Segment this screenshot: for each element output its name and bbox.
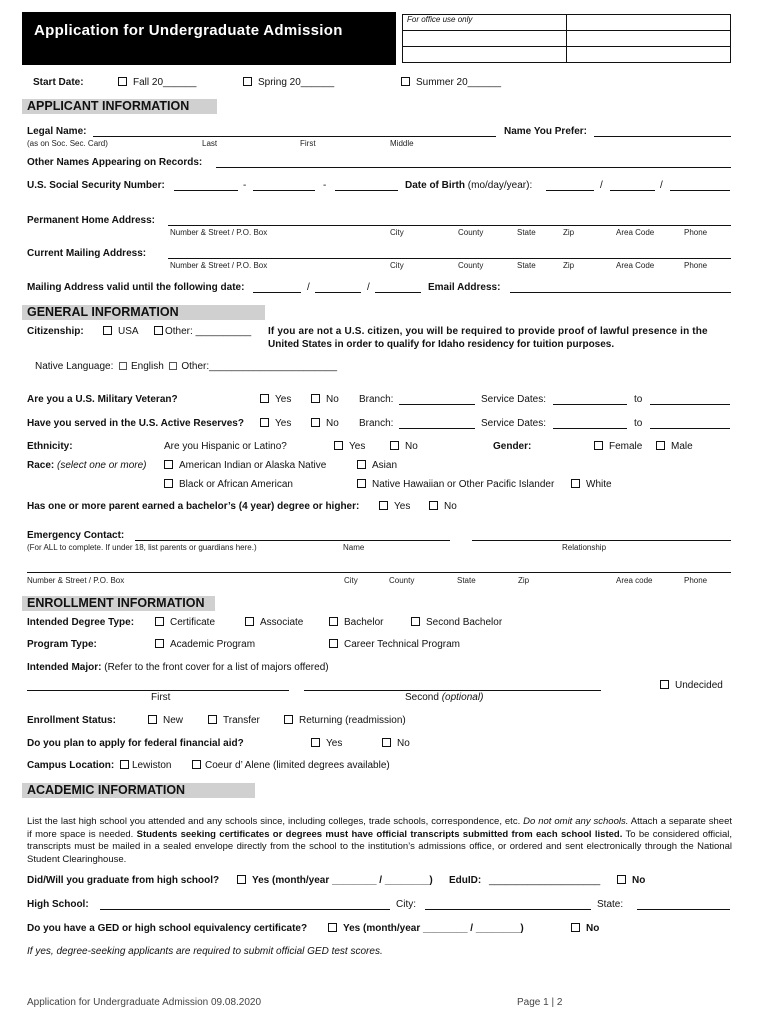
major-undecided[interactable]: Undecided — [660, 680, 723, 691]
dob-slash: / — [600, 180, 603, 191]
ssn-field-2[interactable] — [253, 190, 315, 191]
page-number: Page 1 | 2 — [517, 997, 563, 1008]
graduate-question: Did/Will you graduate from high school? — [27, 875, 220, 886]
parent-degree-no[interactable]: No — [429, 501, 457, 512]
checkbox[interactable] — [208, 715, 217, 724]
addr-county-caption: County — [389, 576, 415, 585]
race-white[interactable]: White — [571, 479, 612, 490]
checkbox[interactable] — [192, 760, 201, 769]
citizenship-notice-2: United States in order to qualify for Idaho residency for tuition purposes. — [268, 339, 615, 350]
city-label: City: — [396, 899, 416, 910]
middle-caption: Middle — [390, 139, 414, 148]
degree-certificate[interactable]: Certificate — [155, 617, 215, 628]
citizenship-label: Citizenship: — [27, 326, 84, 337]
campus-cda[interactable]: Coeur d’ Alene (limited degrees available) — [192, 760, 390, 771]
emergency-contact-label: Emergency Contact: — [27, 530, 125, 541]
page-title: Application for Undergraduate Admission — [34, 22, 343, 39]
hispanic-no[interactable]: No — [390, 441, 418, 452]
graduate-no[interactable]: No — [617, 875, 645, 886]
hispanic-question: Are you Hispanic or Latino? — [164, 441, 287, 452]
high-school-field[interactable] — [100, 909, 390, 910]
campus-lewiston[interactable]: Lewiston — [120, 760, 171, 771]
office-use-cell[interactable] — [567, 31, 731, 47]
perm-address-field[interactable] — [168, 225, 731, 226]
checkbox[interactable] — [260, 418, 269, 427]
major-label: Intended Major: (Refer to the front cover for a list of majors offered) — [27, 662, 329, 673]
checkbox[interactable] — [329, 617, 338, 626]
first-caption: First — [300, 139, 316, 148]
service-dates-label: Service Dates: — [481, 418, 547, 429]
degree-associate[interactable]: Associate — [245, 617, 303, 628]
race-black[interactable]: Black or African American — [164, 479, 293, 490]
mail-valid-month[interactable] — [253, 292, 301, 293]
section-header-enrollment: ENROLLMENT INFORMATION — [22, 596, 215, 611]
checkbox[interactable] — [103, 326, 112, 335]
addr-county-caption: County — [458, 261, 484, 270]
program-career-tech[interactable]: Career Technical Program — [329, 639, 460, 650]
checkbox[interactable] — [260, 394, 269, 403]
checkbox[interactable] — [660, 680, 669, 689]
dob-month-field[interactable] — [546, 190, 594, 191]
branch-label: Branch: — [359, 418, 394, 429]
citizenship-notice-1: If you are not a U.S. citizen, you will be required to provide proof of lawful presence in the — [268, 326, 708, 337]
relationship-caption: Relationship — [562, 543, 607, 552]
emergency-note: (For ALL to complete. If under 18, list parents or guardians here.) — [27, 543, 257, 552]
veteran-dates-to[interactable] — [650, 404, 730, 405]
degree-second-bachelor[interactable]: Second Bachelor — [411, 617, 502, 628]
name-caption: Name — [343, 543, 365, 552]
parent-degree-yes[interactable]: Yes — [379, 501, 410, 512]
veteran-no[interactable]: No — [311, 394, 339, 405]
reserves-branch-field[interactable] — [399, 428, 475, 429]
campus-label: Campus Location: — [27, 760, 115, 771]
checkbox[interactable] — [411, 617, 420, 626]
mail-valid-day[interactable] — [315, 292, 361, 293]
checkbox[interactable] — [284, 715, 293, 724]
addr-area-caption: Area code — [616, 576, 653, 585]
other-names-field[interactable] — [216, 167, 731, 168]
email-field[interactable] — [510, 292, 731, 293]
addr-phone-caption: Phone — [684, 228, 708, 237]
checkbox[interactable] — [118, 77, 127, 86]
checkbox[interactable] — [155, 639, 164, 648]
checkbox[interactable] — [155, 617, 164, 626]
office-use-cell[interactable] — [403, 31, 567, 47]
dob-day-field[interactable] — [610, 190, 655, 191]
office-use-table — [402, 14, 731, 63]
ssn-field-1[interactable] — [174, 190, 238, 191]
degree-type-label: Intended Degree Type: — [27, 617, 135, 628]
section-header-academic: ACADEMIC INFORMATION — [22, 783, 255, 798]
checkbox[interactable] — [329, 639, 338, 648]
section-header-general: GENERAL INFORMATION — [22, 305, 265, 320]
addr-city-caption: City — [390, 228, 404, 237]
start-date-label: Start Date: — [33, 77, 84, 88]
race-label: Race: (select one or more) — [27, 460, 147, 471]
academic-instructions: List the last high school you attended and any schools since, including colleges, trade schools, correspondence, etc. Do not omit any schools. Attach a separate sheet if more space is needed. Students seeking certificates or degrees must have official transcripts submitted from each school listed. To be considered official, transcripts must be mailed in a sealed envelope directly from the school to the institution’s admissions office, or ordered and sent electronically through the National Student Clearinghouse. — [27, 816, 733, 865]
addr-zip-caption: Zip — [518, 576, 530, 585]
eduid-label: EduID: — [449, 875, 482, 886]
aid-no[interactable]: No — [382, 738, 410, 749]
office-use-cell[interactable] — [567, 47, 731, 63]
checkbox[interactable] — [164, 460, 173, 469]
status-new[interactable]: New — [148, 715, 183, 726]
ged-yes[interactable]: Yes (month/year ________ / ________) — [328, 923, 524, 934]
hs-state-field[interactable] — [637, 909, 730, 910]
ged-no[interactable]: No — [571, 923, 599, 934]
mail-address-field[interactable] — [168, 258, 731, 259]
checkbox[interactable] — [656, 441, 665, 450]
checkbox[interactable] — [243, 77, 252, 86]
major-first-caption: First — [151, 692, 171, 703]
parent-degree-question: Has one or more parent earned a bachelor’s (4 year) degree or higher: — [27, 501, 360, 512]
addr-zip-caption: Zip — [563, 228, 575, 237]
ged-question: Do you have a GED or high school equivalency certificate? — [27, 923, 308, 934]
checkbox[interactable] — [401, 77, 410, 86]
ssn-field-3[interactable] — [335, 190, 398, 191]
addr-state-caption: State — [517, 261, 536, 270]
mail-valid-year[interactable] — [375, 292, 421, 293]
checkbox[interactable] — [334, 441, 343, 450]
major-second-caption: Second (optional) — [405, 692, 484, 703]
ged-note: If yes, degree-seeking applicants are required to submit official GED test scores. — [27, 946, 383, 957]
reserves-yes[interactable]: Yes — [260, 418, 291, 429]
email-label: Email Address: — [428, 282, 501, 293]
checkbox[interactable] — [169, 362, 177, 370]
checkbox[interactable] — [429, 501, 438, 510]
other-names-label: Other Names Appearing on Records: — [27, 157, 203, 168]
addr-street-caption: Number & Street / P.O. Box — [27, 576, 125, 585]
to-label: to — [634, 418, 643, 429]
major-second-field[interactable] — [304, 690, 601, 691]
reserves-no[interactable]: No — [311, 418, 339, 429]
office-use-cell[interactable] — [567, 15, 731, 31]
ssn-dash: - — [323, 180, 327, 191]
perm-address-label: Permanent Home Address: — [27, 215, 155, 226]
emergency-name-field[interactable] — [135, 540, 450, 541]
date-slash: / — [367, 282, 370, 293]
addr-city-caption: City — [344, 576, 358, 585]
last-caption: Last — [202, 139, 218, 148]
addr-zip-caption: Zip — [563, 261, 575, 270]
checkbox[interactable] — [245, 617, 254, 626]
eduid-field[interactable]: ____________________ — [489, 875, 601, 886]
soc-sec-note: (as on Soc. Sec. Card) — [27, 139, 108, 148]
service-dates-label: Service Dates: — [481, 394, 547, 405]
office-use-cell[interactable] — [403, 47, 567, 63]
checkbox[interactable] — [237, 875, 246, 884]
footer-title: Application for Undergraduate Admission 09.08.2020 — [27, 997, 262, 1008]
addr-city-caption: City — [390, 261, 404, 270]
race-asian[interactable]: Asian — [357, 460, 397, 471]
addr-state-caption: State — [517, 228, 536, 237]
mail-valid-label: Mailing Address valid until the following date: — [27, 282, 245, 293]
addr-area-caption: Area Code — [616, 261, 655, 270]
checkbox[interactable] — [311, 738, 320, 747]
addr-state-caption: State — [457, 576, 476, 585]
hispanic-yes[interactable]: Yes — [334, 441, 365, 452]
dob-year-field[interactable] — [670, 190, 730, 191]
checkbox[interactable] — [571, 479, 580, 488]
dob-label: Date of Birth (mo/day/year): — [405, 180, 533, 191]
ethnicity-label: Ethnicity: — [27, 441, 73, 452]
addr-phone-caption: Phone — [684, 261, 708, 270]
enrollment-status-label: Enrollment Status: — [27, 715, 116, 726]
mail-address-label: Current Mailing Address: — [27, 248, 147, 259]
program-academic[interactable]: Academic Program — [155, 639, 255, 650]
checkbox[interactable] — [328, 923, 337, 932]
name-prefer-label: Name You Prefer: — [504, 126, 587, 137]
addr-street-caption: Number & Street / P.O. Box — [170, 261, 268, 270]
hs-city-field[interactable] — [425, 909, 591, 910]
date-slash: / — [307, 282, 310, 293]
reserves-dates-to[interactable] — [650, 428, 730, 429]
reserves-dates-from[interactable] — [553, 428, 627, 429]
veteran-yes[interactable]: Yes — [260, 394, 291, 405]
checkbox[interactable] — [119, 362, 127, 370]
high-school-label: High School: — [27, 899, 89, 910]
summer-option[interactable]: Summer 20______ — [401, 77, 501, 88]
dob-slash: / — [660, 180, 663, 191]
program-type-label: Program Type: — [27, 639, 97, 650]
aid-yes[interactable]: Yes — [311, 738, 342, 749]
spring-option[interactable]: Spring 20______ — [243, 77, 334, 88]
native-language-row: Native Language: English Other:_______________________ — [35, 361, 338, 372]
reserves-question: Have you served in the U.S. Active Reserves? — [27, 418, 244, 429]
checkbox[interactable] — [357, 479, 366, 488]
ssn-label: U.S. Social Security Number: — [27, 180, 165, 191]
checkbox[interactable] — [154, 326, 163, 335]
section-header-applicant: APPLICANT INFORMATION — [22, 99, 217, 114]
to-label: to — [634, 394, 643, 405]
degree-bachelor[interactable]: Bachelor — [329, 617, 383, 628]
title-banner — [22, 12, 396, 65]
addr-street-caption: Number & Street / P.O. Box — [170, 228, 268, 237]
checkbox[interactable] — [571, 923, 580, 932]
checkbox[interactable] — [311, 394, 320, 403]
checkbox[interactable] — [382, 738, 391, 747]
emergency-address-field[interactable] — [27, 572, 731, 573]
checkbox[interactable] — [311, 418, 320, 427]
checkbox[interactable] — [164, 479, 173, 488]
branch-label: Branch: — [359, 394, 394, 405]
citizenship-usa[interactable]: USA — [103, 326, 139, 337]
addr-county-caption: County — [458, 228, 484, 237]
office-use-label: For office use only — [403, 15, 567, 31]
gender-male[interactable]: Male — [656, 441, 693, 452]
checkbox[interactable] — [390, 441, 399, 450]
race-amind[interactable]: American Indian or Alaska Native — [164, 460, 326, 471]
race-hawaiian[interactable]: Native Hawaiian or Other Pacific Islander — [357, 479, 554, 490]
legal-name-field[interactable] — [93, 136, 496, 137]
checkbox[interactable] — [594, 441, 603, 450]
citizenship-other[interactable]: Other: __________ — [154, 326, 251, 337]
gender-label: Gender: — [493, 441, 532, 452]
legal-name-label: Legal Name: — [27, 126, 87, 137]
ssn-dash: - — [243, 180, 247, 191]
gender-female[interactable]: Female — [594, 441, 642, 452]
status-returning[interactable]: Returning (readmission) — [284, 715, 406, 726]
veteran-dates-from[interactable] — [553, 404, 627, 405]
veteran-question: Are you a U.S. Military Veteran? — [27, 394, 178, 405]
graduate-yes[interactable]: Yes (month/year ________ / ________) — [237, 875, 433, 886]
addr-area-caption: Area Code — [616, 228, 655, 237]
financial-aid-question: Do you plan to apply for federal financial aid? — [27, 738, 244, 749]
checkbox[interactable] — [120, 760, 129, 769]
major-first-field[interactable] — [27, 690, 289, 691]
veteran-branch-field[interactable] — [399, 404, 475, 405]
addr-phone-caption: Phone — [684, 576, 708, 585]
checkbox[interactable] — [357, 460, 366, 469]
name-prefer-field[interactable] — [594, 136, 731, 137]
status-transfer[interactable]: Transfer — [208, 715, 260, 726]
checkbox[interactable] — [379, 501, 388, 510]
checkbox[interactable] — [617, 875, 626, 884]
checkbox[interactable] — [148, 715, 157, 724]
fall-option[interactable]: Fall 20______ — [118, 77, 196, 88]
state-label: State: — [597, 899, 624, 910]
emergency-relationship-field[interactable] — [472, 540, 731, 541]
